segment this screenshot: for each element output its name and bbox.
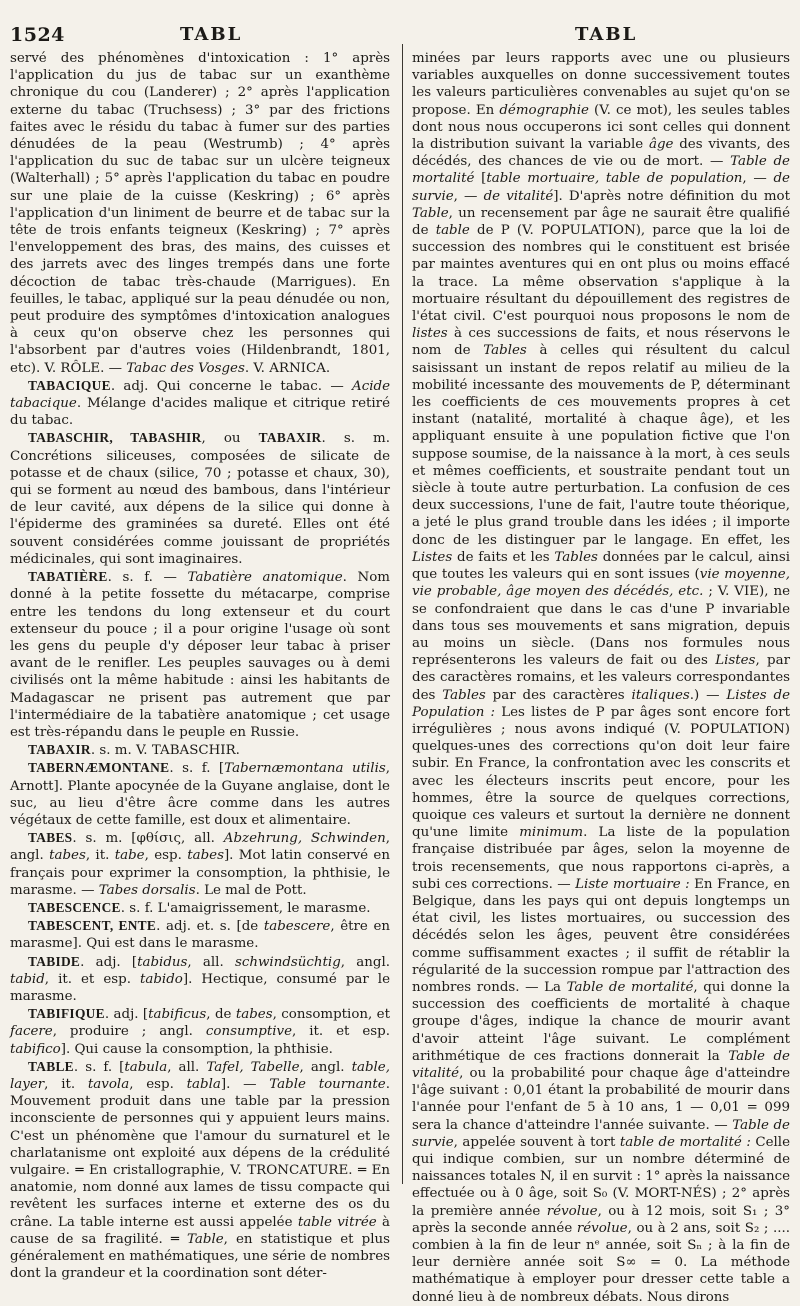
italic-term: tabes bbox=[187, 848, 224, 864]
italic-term: Listes bbox=[715, 653, 756, 669]
body-text: , it. et esp. bbox=[292, 1024, 390, 1040]
body-text: des vivants, des décédés, des chances de vie ou de mort. — bbox=[412, 137, 790, 170]
body-text: à ces successions de faits, et nous réservons le nom de bbox=[412, 326, 790, 359]
body-text: à cause de sa fragilité. ═ bbox=[10, 1214, 390, 1247]
entry-headword: TABAXIR bbox=[258, 430, 322, 446]
italic-term: tabes bbox=[49, 848, 86, 864]
body-text: , all. bbox=[187, 954, 235, 970]
body-text: . s. f. [ bbox=[73, 1059, 125, 1075]
body-text: . s. f. L'amaigrissement, le marasme. bbox=[120, 900, 371, 916]
italic-term: Listes bbox=[412, 549, 453, 565]
body-text: à celles qui résultent du calcul saisissant un instant de repos relatif au milieu de la mobilité incessante des mouvements de P, déterminant les coefficients de ces mouvements propres à cet instant (natalité, mortalité à chaque âge), et les appliquant ensuite à une population fictive que l'on suppose soumise, de la naissance à la mort, à ces seuls et mêmes coefficients, et soustraite pendant tout un siècle à toute autre perturbation. La confusion de ces deux successions, l'une de fait, l'autre toute théorique, a jeté le plus grand trouble dans les idées ; il importe donc de les distinguer par le langage. En effet, les bbox=[412, 343, 790, 548]
dictionary-entry bbox=[10, 377, 390, 430]
italic-term: Tabes dorsalis bbox=[98, 882, 196, 898]
italic-term: Tabernæmontana utilis bbox=[224, 761, 386, 777]
body-text: , esp. bbox=[144, 848, 188, 864]
italic-term: tabes bbox=[235, 1007, 273, 1023]
body-text: ]. D'après notre définition du mot bbox=[553, 188, 790, 204]
italic-term: Table bbox=[187, 1231, 224, 1247]
italic-term: italiques bbox=[631, 687, 690, 703]
body-text: . adj. Qui concerne le tabac. — bbox=[110, 378, 353, 394]
column-divider bbox=[402, 44, 403, 1184]
italic-term: démographie bbox=[499, 102, 589, 118]
body-text: . Nom donné à la petite fossette du métacarpe, comprise entre les tendons du long extenseur et du court extenseur du pouce ; il a pour origine l'usage où sont les gens du peuple d'y déposer leur tabac à priser avant de le renifler. Les peuples sauvages ou à demi civilisés ont la même habitude : ainsi les habitants de Madagascar ne prisent pas autrement que par l'intermédiaire de la tabatière anatomique ; cet usage est très-répandu dans le peuple en Russie. bbox=[10, 570, 390, 740]
body-text: , angl. bbox=[10, 831, 390, 864]
page-number: 1524 bbox=[10, 24, 65, 46]
italic-term: tavola bbox=[87, 1076, 130, 1092]
dictionary-entry bbox=[10, 953, 390, 1006]
body-text: , qui donne la succession des coefficients de mortalité à chaque groupe d'âges, indique la chance de mourir avant d'avoir atteint l'âge suivant. Le complément arithmétique de ces fractions donnerait la bbox=[412, 979, 791, 1064]
body-text: , ou bbox=[201, 431, 259, 447]
body-text: , angl. bbox=[299, 1059, 352, 1075]
italic-term: table bbox=[435, 223, 470, 239]
dictionary-entry bbox=[10, 759, 390, 829]
body-text: . s. f. [ bbox=[169, 761, 225, 777]
entry-headword: TABIFIQUE bbox=[28, 1006, 105, 1022]
italic-term: Tables bbox=[483, 343, 527, 359]
body-text: En France, en Belgique, dans les pays qui ont depuis longtemps un état civil, les listes mortuaires, ou succession des décédés selon les âges, peuvent être considérées comme suffisamment exactes ; il suffit de rétablir la régularité de la succession rompue par l'attraction des nombres ronds. — La bbox=[412, 876, 790, 995]
body-text: , angl. bbox=[340, 954, 390, 970]
dictionary-entry bbox=[10, 429, 390, 568]
italic-term: de survie bbox=[412, 171, 790, 204]
italic-term: Tafel, Tabelle bbox=[206, 1059, 300, 1075]
body-text: par des caractères bbox=[485, 687, 632, 703]
body-text: . s. m. [φθίσις, all. bbox=[72, 831, 224, 847]
body-text: , ou à 12 mois, soit S₁ ; 3° après la seconde année bbox=[412, 1203, 790, 1236]
dictionary-entry bbox=[10, 568, 390, 741]
italic-term: tabescere bbox=[263, 919, 331, 935]
body-text: . adj. [ bbox=[80, 954, 138, 970]
body-text: , ou la probabilité pour chaque âge d'atteindre l'âge suivant : 0,01 étant la probabilité de mourir dans l'année pour l'enfant de 5 à 10 ans, 1 — 0,01 = 099 sera la chance d'atteindre l'année suivante. — bbox=[412, 1065, 790, 1133]
left-column bbox=[10, 50, 391, 1282]
dictionary-entry bbox=[10, 917, 390, 952]
body-text: , être en marasme]. Qui est dans le marasme. bbox=[10, 919, 391, 952]
body-text: . s. f. — bbox=[107, 570, 188, 586]
body-text: .) — bbox=[689, 687, 727, 703]
dictionary-entry bbox=[10, 741, 390, 759]
body-text: , all. bbox=[167, 1059, 207, 1075]
entry-headword: TABACIQUE bbox=[28, 377, 111, 393]
italic-term: Tables bbox=[442, 687, 486, 703]
body-text: . adj. [ bbox=[104, 1007, 149, 1023]
running-head-right: TABL bbox=[575, 24, 638, 45]
body-text: . Mélange d'acides malique et citrique retiré du tabac. bbox=[10, 396, 390, 429]
body-text: , de bbox=[206, 1007, 236, 1023]
italic-term: Table de vitalité bbox=[412, 1048, 790, 1081]
italic-term: Table de mortalité bbox=[412, 154, 790, 187]
dictionary-entry bbox=[10, 899, 390, 917]
body-text: . V. ARNICA. bbox=[244, 360, 331, 376]
running-head-left: TABL bbox=[180, 24, 243, 45]
right-column bbox=[412, 50, 791, 1305]
body-text: (V. ce mot), les seules tables dont nous nous occuperons ici sont celles qui donnent la distribution suivant la variable bbox=[412, 102, 790, 153]
body-text: , — bbox=[453, 188, 484, 204]
body-text: , en statistique et plus généralement en mathématiques, une série de nombres dont la grandeur et la coordination sont déter- bbox=[10, 1231, 390, 1282]
italic-term: Tabatière anatomique bbox=[187, 570, 343, 586]
body-text: , ou à 2 ans, soit S₂ ; .... combien à la fin de leur nᵉ année, soit Sₙ ; à la fin de leur dernière année soit S∞ = 0. La méthode mathématique à employer pour dresser cette table a donné lieu à de nombreux débats. Nous dirons bbox=[412, 1220, 790, 1305]
italic-term: tabula bbox=[124, 1059, 168, 1075]
italic-term: Table de survie bbox=[412, 1117, 790, 1150]
entry-headword: TABLE bbox=[28, 1058, 74, 1074]
body-text: de P (V. POPULATION), parce que la loi de succession des nombres qui le constituent est brisée par maintes aventures qui en ont plus ou moins effacé la trace. La même observation s'applique à la mortuaire résultant du dépouillement des registres de l'état civil. C'est pourquoi nous proposons le nom de bbox=[412, 223, 790, 325]
body-text: Les listes de P par âges sont encore fort irrégulières ; nous avons indiqué (V. POPULATION) quelques-unes des corrections qu'on doit leur faire subir. En France, la confrontation avec les conscrits et avec les électeurs inscrits peut encore, pour les hommes, être la source de quelques corrections, quoique ces valeurs et surtout la dernière ne donnent qu'une limite bbox=[412, 704, 791, 841]
body-text: , consomption, et bbox=[272, 1007, 390, 1023]
italic-term: Tables bbox=[554, 549, 598, 565]
entry-headword: TABESCENT, ENTE bbox=[28, 918, 157, 934]
body-text: Celle qui indique combien, sur un nombre déterminé de naissances totales N, il en survit : 1° après la naissance effectuée ou à 0 âge, soit S₀ (V. MORT-NÉS) ; 2° après la première année bbox=[412, 1134, 790, 1219]
italic-term: table, layer bbox=[10, 1059, 390, 1092]
italic-term: Acide tabacique bbox=[10, 378, 390, 412]
italic-term: Table bbox=[412, 205, 449, 221]
entry-headword: TABES bbox=[28, 830, 73, 846]
body-text: . s. m. Concrétions siliceuses, composées de silicate de potasse et de chaux (silice, 70 ; potasse et chaux, 30), qui se forment au nœud des bambous, dans l'intérieur de leur cavité, aux dépens de la silice qui donne à l'épiderme des graminées sa dureté. Elles ont été souvent considérées comme jouissant de propriétés médicinales, qui sont imaginaires. bbox=[10, 431, 390, 567]
italic-term: Listes de Population : bbox=[412, 687, 790, 720]
italic-term: tabifico bbox=[10, 1041, 61, 1057]
italic-term: Table de mortalité bbox=[566, 979, 694, 995]
body-text: . Mouvement produit dans une table par la pression inconsciente de personnes qui y appuient leurs mains. C'est un phénomène que l'amour du surnaturel et le charlatanisme ont exploité aux dépens de la crédulité vulgaire. ═ En cristallographie, V. TRONCATURE. ═ En anatomie, nom donné aux lames de tissu compacte qui revêtent les surfaces interne et externe des os du crâne. La table interne est aussi appelée bbox=[10, 1076, 390, 1230]
italic-term: listes bbox=[412, 326, 448, 342]
entry-headword: TABATIÈRE bbox=[28, 569, 108, 585]
entry-headword: TABIDE bbox=[28, 953, 81, 969]
italic-term: vie moyenne, vie probable, âge moyen des décédés, etc. bbox=[412, 567, 790, 600]
italic-term: de vitalité bbox=[483, 188, 554, 204]
body-text: , — bbox=[742, 171, 774, 187]
body-text: , it. et esp. bbox=[44, 971, 140, 987]
italic-term: tabidus bbox=[137, 954, 188, 970]
body-text: , esp. bbox=[129, 1076, 187, 1092]
body-text: [ bbox=[474, 171, 487, 187]
italic-term: facere bbox=[10, 1024, 53, 1040]
body-text: ]. — bbox=[220, 1076, 270, 1092]
dictionary-entry bbox=[10, 1058, 390, 1283]
body-text: , par des caractères romains, et les valeurs correspondantes des bbox=[412, 653, 790, 703]
body-text: . s. m. V. TABASCHIR. bbox=[90, 743, 240, 759]
body-text: , produire ; angl. bbox=[52, 1024, 206, 1040]
body-text: . La liste de la population française distribuée par âges, selon la moyenne de trois recensements, que nous rapportons ci-après, a subi ces corrections. — bbox=[412, 825, 790, 892]
body-text: . adj. et. s. [de bbox=[156, 919, 264, 935]
entry-headword: TABERNÆMONTANE bbox=[28, 760, 170, 776]
dictionary-entry bbox=[10, 1005, 390, 1058]
continued-paragraph bbox=[412, 50, 790, 1306]
italic-term: table mortuaire, table de population bbox=[486, 171, 743, 187]
italic-term: Liste mortuaire : bbox=[575, 876, 690, 892]
italic-term: schwindsüchtig bbox=[234, 954, 341, 970]
body-text: de faits et les bbox=[452, 549, 555, 565]
italic-term: tabido bbox=[139, 971, 183, 987]
italic-term: tabid bbox=[10, 971, 45, 987]
italic-term: tabe bbox=[114, 848, 145, 864]
body-text: ]. Mot latin conservé en français pour exprimer la consomption, la phthisie, le marasme. — bbox=[10, 848, 390, 898]
italic-term: table vitrée bbox=[297, 1214, 377, 1230]
body-text: . Le mal de Pott. bbox=[195, 882, 307, 898]
italic-term: consumptive bbox=[205, 1024, 292, 1040]
body-text: ]. Hectique, consumé par le marasme. bbox=[10, 971, 390, 1004]
entry-headword: TABASCHIR, TABASHIR bbox=[28, 430, 202, 446]
entry-headword: TABESCENCE bbox=[28, 899, 121, 915]
italic-term: révolue bbox=[576, 1220, 628, 1236]
italic-term: Tabac des Vosges bbox=[126, 360, 245, 376]
italic-term: Abzehrung, Schwinden bbox=[223, 831, 386, 847]
body-text: , appelée souvent à tort bbox=[453, 1134, 620, 1150]
body-text: servé des phénomènes d'intoxication : 1° après l'application du jus de tabac sur un exanthème chronique du cou (Landerer) ; 2° après l'application externe du tabac (Truchsess) ; 3° par des frictions faites avec le résidu du tabac à fumer sur des parties dénudées de la peau (Westrumb) ; 4° après l'application du suc de tabac sur un ulcère teigneux (Walterhall) ; 5° après l'application du tabac en poudre sur une plaie de la cuisse (Keskring) ; 6° après l'application d'un liniment de beurre et de tabac sur la tête de trois enfants teigneux (Keskring) ; 7° après l'enveloppement des bras, des mains, des cuisses et des jarrets avec des linges trempés dans une forte décoction de tabac très-chaude (Marrigues). En feuilles, le tabac, appliqué sur la peau dénudée ou non, peut produire des symptômes d'intoxication analogues à ceux qu'on observe chez les personnes qui l'absorbent par d'autres voies (Hildenbrandt, 1801, etc). V. RÔLE. — bbox=[10, 51, 390, 376]
body-text: , un recensement par âge ne saurait être qualifié de bbox=[412, 205, 790, 239]
body-text: minées par leurs rapports avec une ou plusieurs variables auxquelles on donne successivement toutes les valeurs particulières convenables au sujet qu'on se propose. En bbox=[412, 51, 790, 118]
italic-term: âge bbox=[648, 137, 674, 153]
italic-term: révolue bbox=[546, 1203, 598, 1219]
italic-term: tabificus bbox=[148, 1007, 207, 1023]
entry-headword: TABAXIR bbox=[28, 742, 91, 758]
continued-paragraph bbox=[10, 50, 390, 377]
body-text: ]. Qui cause la consomption, la phthisie. bbox=[60, 1041, 333, 1057]
body-text: , it. bbox=[85, 848, 115, 864]
italic-term: minimum bbox=[519, 825, 584, 841]
dictionary-entry bbox=[10, 829, 390, 899]
body-text: , it. bbox=[44, 1076, 88, 1092]
body-text: ; V. VIE), ne se confondraient que dans le cas d'une P invariable dans tous ses mouvements et sans migration, depuis au moins un siècle. (Dans nos formules nous représenterons les valeurs de fait ou des bbox=[412, 584, 790, 669]
body-text: , Arnott]. Plante apocynée de la Guyane anglaise, dont le suc, au lieu d'être âcre comme dans les autres végétaux de cette famille, est doux et alimentaire. bbox=[10, 761, 390, 828]
italic-term: tabla bbox=[186, 1076, 221, 1092]
body-text: données par le calcul, ainsi que toutes les valeurs qui en sont issues ( bbox=[412, 549, 790, 583]
italic-term: table de mortalité : bbox=[619, 1134, 751, 1150]
italic-term: Table tournante bbox=[269, 1076, 386, 1092]
